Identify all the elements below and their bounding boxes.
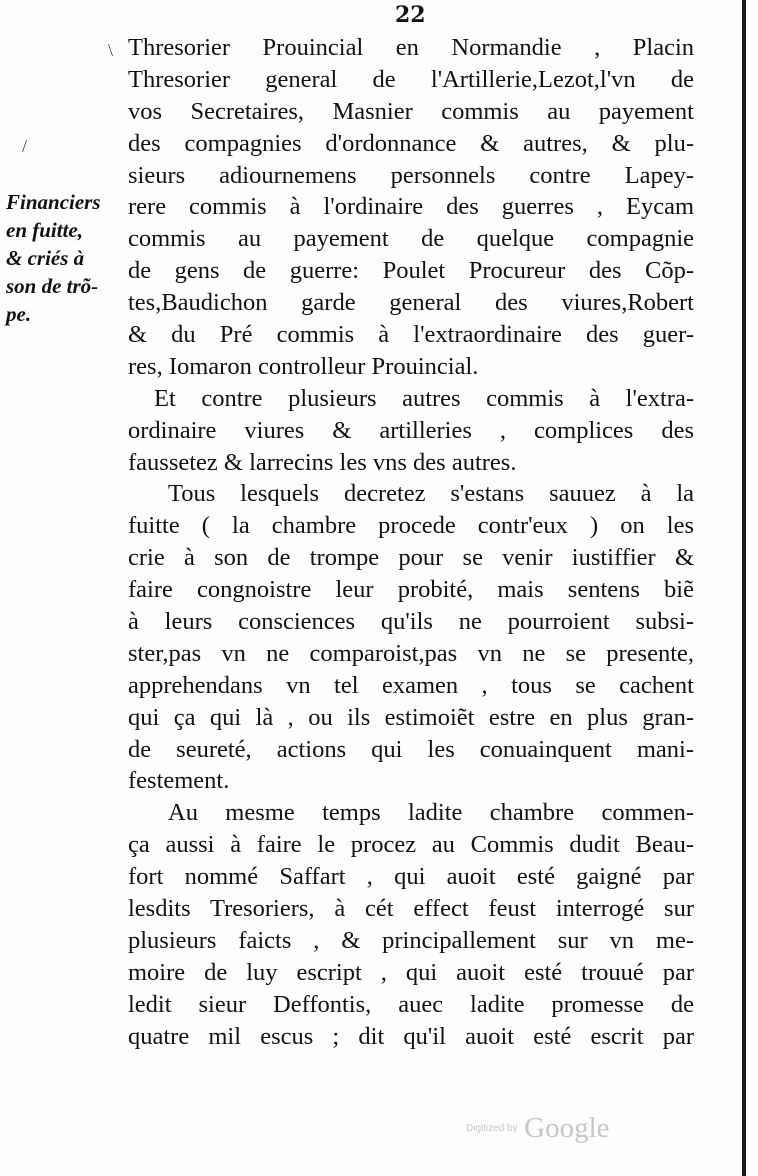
text-line: tes,Baudichon garde general des viures,Robert (128, 289, 694, 317)
digitized-watermark (466, 1112, 610, 1145)
watermark-prefix: Digitized by (466, 1123, 518, 1134)
text-line: res, Iomaron controlleur Prouincial. (128, 352, 479, 380)
text-line: Thresorier general de l'Artillerie,Lezot,l'vn de (128, 65, 694, 93)
text-line: qui ça qui là , ou ils estimoiẽt estre en plus gran- (128, 703, 694, 731)
text-line: sieurs adiournemens personnels contre Lapey- (128, 161, 694, 189)
text-line: ordinaire viures & artilleries , complices des (128, 416, 694, 444)
google-logo: Google (524, 1112, 610, 1144)
margin-note-line: son de trõ- (6, 274, 99, 298)
text-line: lesdits Tresoriers, à cét effect feust interrogé sur (128, 895, 694, 923)
text-line: festement. (128, 767, 230, 795)
text-line: ster,pas vn ne comparoist,pas vn ne se presente, (128, 639, 694, 667)
text-line: ledit sieur Deffontis, auec ladite promesse de (128, 990, 694, 1018)
text-line: ça aussi à faire le procez au Commis dudit Beau- (128, 831, 694, 859)
text-line: Thresorier Prouincial en Normandie , Placin (128, 34, 694, 61)
page-number: 22 (395, 2, 426, 28)
margin-note-line: Financiers (6, 190, 101, 214)
text-line: plusieurs faicts , & principallement sur vn me- (128, 926, 694, 954)
text-line: crie à son de trompe pour se venir iustiffier & (128, 544, 694, 572)
text-line: à leurs consciences qu'ils ne pourroient subsi- (128, 608, 694, 636)
text-line: des compagnies d'ordonnance & autres, & plu- (128, 129, 694, 157)
text-line: fuitte ( la chambre procede contr'eux ) on les (128, 512, 694, 540)
text-line: faire congnoistre leur probité, mais sentens biẽ (128, 576, 694, 604)
text-line: commis au payement de quelque compagnie (128, 225, 694, 253)
text-line: & du Pré commis à l'extraordinaire des guer- (128, 321, 694, 349)
text-line: rere commis à l'ordinaire des guerres , Eycam (128, 193, 694, 221)
text-line: Tous lesquels decretez s'estans sauuez à la (168, 480, 694, 508)
ink-mark: / (22, 136, 28, 156)
text-line: Au mesme temps ladite chambre commen- (168, 799, 694, 827)
ink-mark: \ (108, 40, 114, 60)
text-line: moire de luy escript , qui auoit esté trouué par (128, 958, 694, 986)
margin-note-line: & criés à (6, 246, 85, 270)
margin-note-line: pe. (6, 302, 32, 326)
page-edge-shadow (742, 0, 746, 1176)
text-line: faussetez & larrecins les vns des autres. (128, 448, 517, 476)
text-line: fort nommé Saffart , qui auoit esté gaigné par (128, 863, 694, 891)
text-line: vos Secretaires, Masnier commis au payement (128, 97, 694, 125)
text-line: apprehendans vn tel examen , tous se cachent (128, 671, 694, 699)
text-line: quatre mil escus ; dit qu'il auoit esté escrit par (128, 1022, 694, 1050)
text-line: de gens de guerre: Poulet Procureur des Cõp- (128, 257, 694, 285)
margin-note (6, 188, 126, 328)
body-text (128, 32, 694, 1053)
text-line: de seureté, actions qui les conuainquent mani- (128, 735, 694, 763)
text-line: Et contre plusieurs autres commis à l'extra- (154, 384, 694, 412)
margin-note-line: en fuitte, (6, 218, 83, 242)
